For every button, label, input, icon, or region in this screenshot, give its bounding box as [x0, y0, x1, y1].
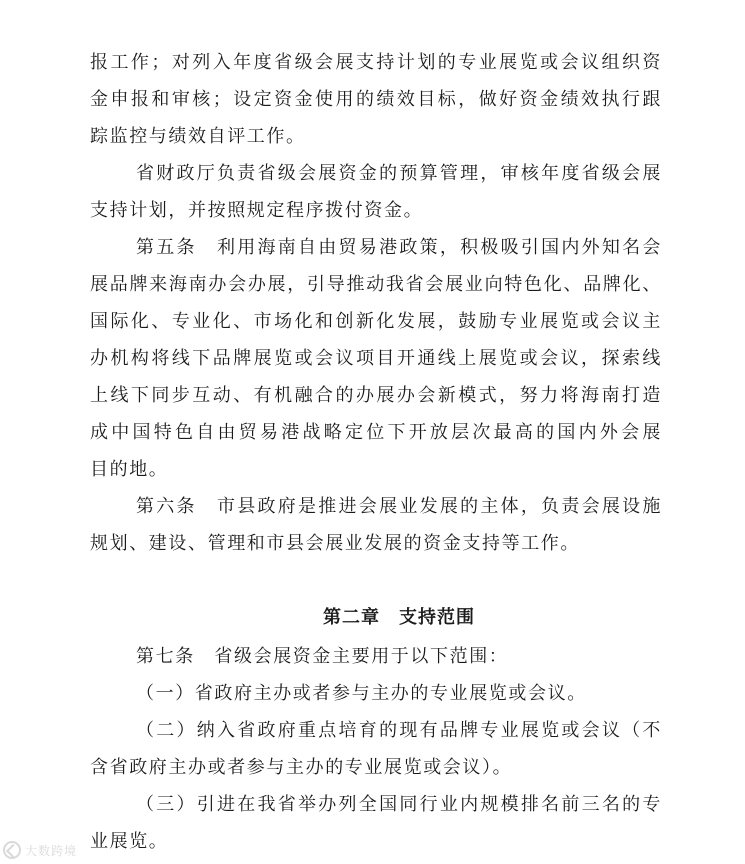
text-line: 踪监控与绩效自评工作。 [90, 126, 306, 147]
text-line: 第五条 利用海南自由贸易港政策，积极吸引国内外知名会 [136, 237, 662, 258]
paragraph [90, 44, 662, 155]
text-line: 办机构将线下品牌展览或会议项目开通线上展览或会议，探索线 [90, 348, 662, 369]
text-line: （一）省政府主办或者参与主办的专业展览或会议。 [136, 683, 587, 704]
paragraph [90, 155, 662, 229]
text-line: 上线下同步互动、有机融合的办展办会新模式，努力将海南打造 [90, 385, 662, 406]
watermark-text: 大数跨境 [25, 843, 78, 858]
text-line: 国际化、专业化、市场化和创新化发展，鼓励专业展览或会议主 [90, 311, 662, 332]
document-page [90, 44, 662, 860]
list-item [90, 786, 662, 860]
text-line: 成中国特色自由贸易港战略定位下开放层次最高的国内外会展 [90, 422, 662, 443]
brand-logo-icon [3, 841, 21, 859]
text-line: 第六条 市县政府是推进会展业发展的主体，负责会展设施 [136, 496, 662, 517]
text-line: 支持计划，并按照规定程序拨付资金。 [90, 200, 424, 221]
text-line: 含省政府主办或者参与主办的专业展览或会议）。 [90, 757, 513, 778]
chapter-heading: 第二章 支持范围 [323, 607, 475, 628]
list-item [90, 675, 662, 712]
watermark [3, 838, 77, 862]
article-7-paragraph [90, 638, 662, 675]
text-line: 第七条 省级会展资金主要用于以下范围： [136, 646, 509, 667]
section-spacer [90, 562, 662, 598]
text-line: （三）引进在我省举办列全国同行业内规模排名前三名的专 [136, 794, 662, 815]
text-line: 省财政厅负责省级会展资金的预算管理，审核年度省级会展 [136, 163, 662, 184]
list-item [90, 712, 662, 786]
article-6-paragraph [90, 488, 662, 562]
text-line: 目的地。 [90, 459, 169, 480]
article-5-paragraph [90, 229, 662, 488]
text-line: 业展览。 [90, 831, 169, 852]
text-line: 金申报和审核；设定资金使用的绩效目标，做好资金绩效执行跟 [90, 89, 662, 110]
text-line: 展品牌来海南办会办展，引导推动我省会展业向特色化、品牌化、 [90, 274, 662, 295]
text-line: （二）纳入省政府重点培育的现有品牌专业展览或会议（不 [136, 720, 662, 741]
text-line: 报工作；对列入年度省级会展支持计划的专业展览或会议组织资 [90, 52, 662, 73]
text-line: 规划、建设、管理和市县会展业发展的资金支持等工作。 [90, 533, 580, 554]
